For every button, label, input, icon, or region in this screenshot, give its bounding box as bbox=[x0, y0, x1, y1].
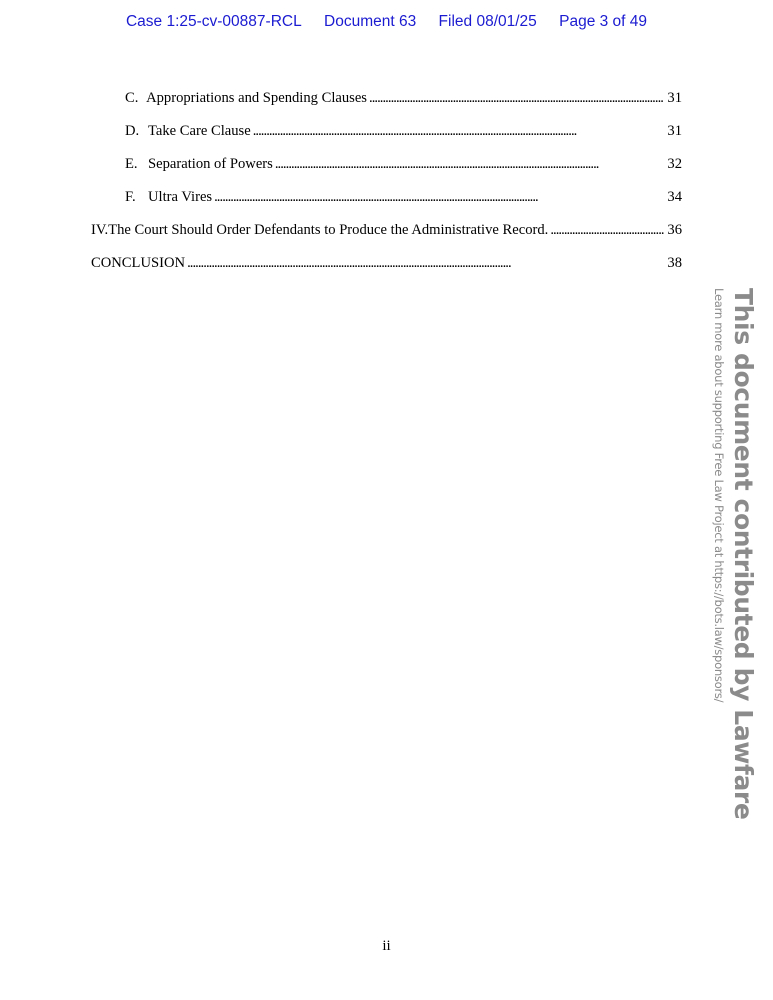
watermark-subtitle: Learn more about supporting Free Law Project at https://bots.law/sponsors/ bbox=[712, 288, 726, 703]
case-number: Case 1:25-cv-00887-RCL bbox=[125, 13, 302, 30]
page-footer-number: ii bbox=[382, 938, 391, 954]
watermark-title: This document contributed by Lawfare bbox=[729, 288, 758, 820]
toc-title: Separation of Powers bbox=[148, 156, 273, 172]
toc-title: Appropriations and Spending Clauses bbox=[146, 90, 367, 106]
toc-leader-dots bbox=[369, 90, 664, 107]
document-number: Document 63 bbox=[324, 13, 417, 30]
toc-page-number: 31 bbox=[667, 123, 682, 139]
toc-page-number: 38 bbox=[667, 255, 682, 271]
toc-leader-dots bbox=[550, 222, 664, 239]
table-of-contents bbox=[91, 90, 682, 288]
toc-page-number: 34 bbox=[667, 189, 682, 205]
toc-marker: F. bbox=[125, 189, 136, 205]
filed-date: Filed 08/01/25 bbox=[438, 13, 537, 30]
toc-page-number: 32 bbox=[667, 156, 682, 172]
toc-title: The Court Should Order Defendants to Produce the Administrative Record. bbox=[108, 222, 549, 238]
toc-entry[interactable] bbox=[91, 123, 682, 156]
toc-leader-dots bbox=[214, 189, 664, 206]
toc-title: Ultra Vires bbox=[148, 189, 213, 205]
toc-marker: D. bbox=[125, 123, 140, 139]
lawfare-watermark bbox=[668, 288, 758, 820]
toc-entry[interactable] bbox=[91, 90, 682, 123]
page-count: Page 3 of 49 bbox=[559, 13, 648, 30]
toc-page-number: 36 bbox=[667, 222, 682, 238]
toc-page-number: 31 bbox=[667, 90, 682, 106]
toc-marker: IV. bbox=[91, 222, 109, 238]
toc-entry[interactable] bbox=[91, 189, 682, 222]
toc-leader-dots bbox=[275, 156, 665, 173]
toc-entry[interactable] bbox=[91, 222, 682, 255]
toc-entry[interactable] bbox=[91, 156, 682, 189]
toc-title: CONCLUSION bbox=[91, 255, 186, 271]
toc-entry[interactable] bbox=[91, 255, 682, 288]
toc-title: Take Care Clause bbox=[148, 123, 251, 139]
ecf-header bbox=[0, 13, 773, 31]
toc-leader-dots bbox=[253, 123, 665, 140]
toc-marker: C. bbox=[125, 90, 139, 106]
toc-marker: E. bbox=[125, 156, 138, 172]
toc-leader-dots bbox=[187, 255, 664, 272]
